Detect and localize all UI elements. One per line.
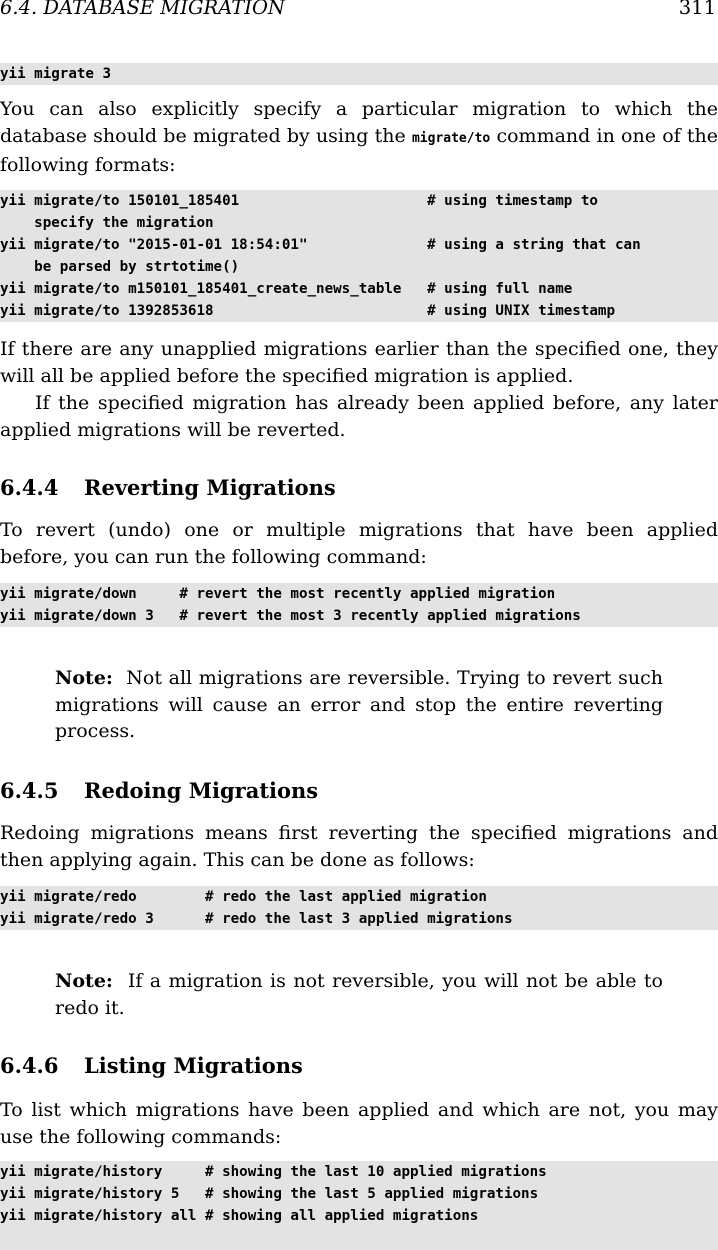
code-block-migrate-down [0,583,718,627]
paragraph-text: command in one of the following formats: [0,124,718,177]
code-line: yii migrate/to 1392853618 # using UNIX timestamp [0,303,615,319]
code-block-migrate-redo [0,886,718,930]
note-text: Not all migrations are reversible. Trying to revert such migrations will cause an error and stop the entire reverting process. [55,667,663,743]
code-line: yii migrate/to 150101_185401 # using timestamp to [0,193,598,209]
note-label: Note: [55,667,113,689]
note-text: If a migration is not reversible, you will not be able to redo it. [55,970,663,1019]
note-reversible [55,665,663,745]
paragraph-migrate-to-intro [0,96,718,179]
code-line: yii migrate/history # showing the last 10 applied migrations [0,1164,547,1180]
code-block-migrate-history [0,1161,718,1250]
section-title: Reverting Migrations [84,475,336,500]
section-number: 6.4.6 [0,1053,59,1078]
code-line: yii migrate/to "2015-01-01 18:54:01" # using a string that can [0,237,641,253]
inline-code: migrate/to [411,130,491,146]
code-line: yii migrate 3 [0,66,112,82]
code-line: yii migrate/history all # showing all applied migrations [0,1208,479,1224]
code-line: yii migrate/redo 3 # redo the last 3 applied migrations [0,911,513,927]
paragraph-list: To list which migrations have been applied and which are not, you may use the following commands: [0,1099,718,1148]
paragraph-revert: To revert (undo) one or multiple migrations that have been applied before, you can run the following command: [0,519,718,568]
section-heading-reverting [0,475,336,500]
code-line: specify the migration [0,215,214,231]
code-line: be parsed by strtotime() [0,259,240,275]
paragraph-unapplied: If there are any unapplied migrations earlier than the specified one, they will all be applied before the specified migration is applied. [0,338,718,387]
code-line: yii migrate/history 5 # showing the last 5 applied migrations [0,1186,539,1202]
section-title: Redoing Migrations [84,778,319,803]
paragraph-reverted: If the specified migration has already been applied before, any later applied migrations will be reverted. [0,392,718,441]
code-block-migrate-to [0,190,718,322]
code-line: yii migrate/down # revert the most recently applied migration [0,586,556,602]
code-block-migrate-up [0,63,718,85]
running-head: 6.4. DATABASE MIGRATION [0,0,285,19]
paragraph-redo: Redoing migrations means first reverting the specified migrations and then applying again. This can be done as follows: [0,822,718,871]
note-redo [55,968,663,1021]
section-number: 6.4.5 [0,778,59,803]
code-line: yii migrate/to m150101_185401_create_news_table # using full name [0,281,573,297]
paragraph-text: You can also explicitly specify a particular migration to which the database should be migrated by using the [0,98,718,147]
section-title: Listing Migrations [84,1053,303,1078]
section-number: 6.4.4 [0,475,59,500]
section-heading-redoing [0,778,318,803]
code-line: yii migrate/redo # redo the last applied migration [0,889,487,905]
code-line: yii migrate/down 3 # revert the most 3 recently applied migrations [0,608,581,624]
note-label: Note: [55,970,113,992]
page-number: 311 [678,0,716,19]
section-heading-listing [0,1053,303,1078]
